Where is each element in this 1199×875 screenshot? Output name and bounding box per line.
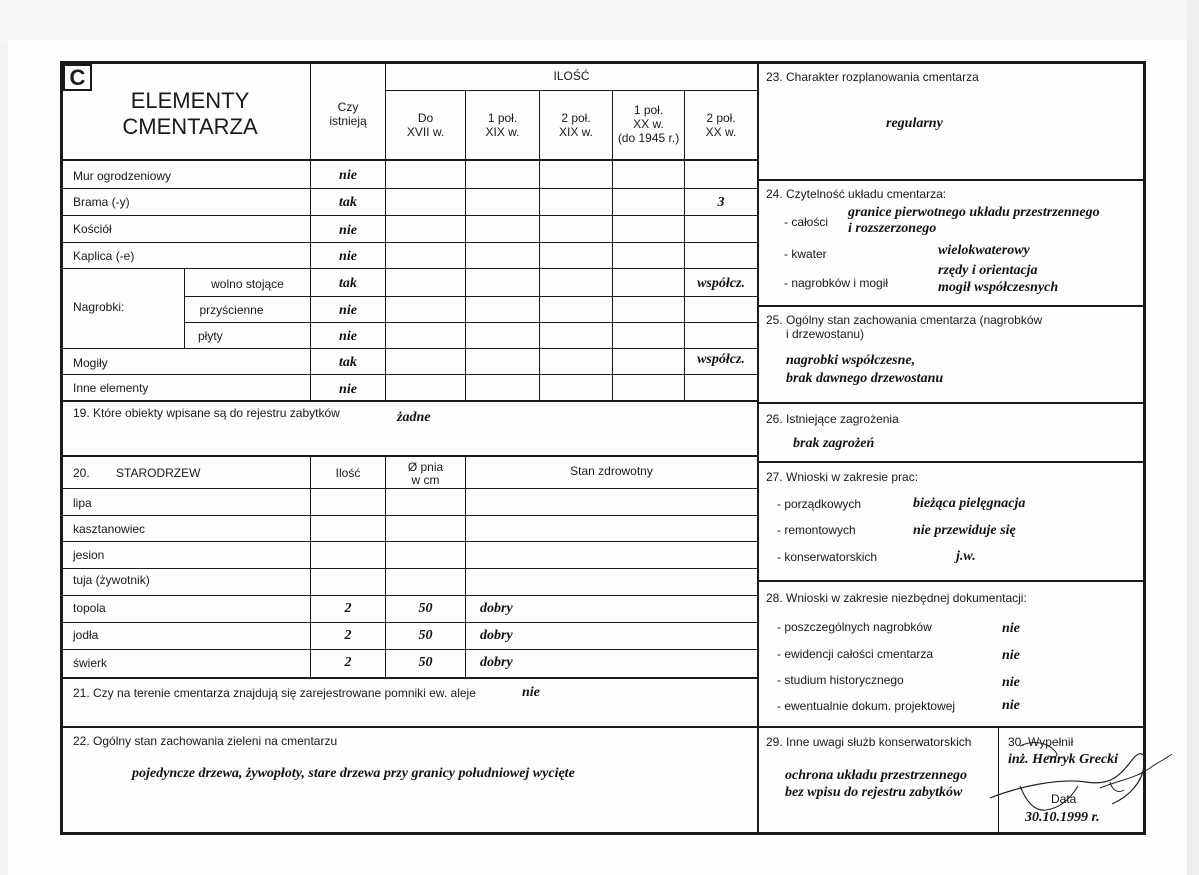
q24-item-label: - nagrobków i mogił [784, 276, 889, 290]
q24-item-answer: wielokwaterowy [938, 243, 1030, 258]
row-label-inne: Inne elementy [73, 381, 149, 395]
q19-answer: żadne [397, 410, 431, 425]
row-exists-przyscienne: nie [339, 303, 357, 318]
tree-name: lipa [73, 496, 92, 510]
q24-item-answer: rzędy i orientacja [938, 263, 1038, 278]
tree-diameter: 50 [418, 628, 433, 643]
trees-title: STARODRZEW [116, 466, 201, 480]
q28-item-label: - studium historycznego [777, 673, 904, 687]
period-4a: 1 poł. [633, 103, 664, 117]
row-value-wolno-stojace: współcz. [697, 276, 745, 291]
row-label-mur: Mur ogrodzeniowy [73, 169, 172, 183]
q25-answer-2: brak dawnego drzewostanu [786, 371, 944, 386]
row-label-nagrobki: Nagrobki: [73, 300, 125, 314]
row-exists-kaplica: nie [339, 249, 357, 264]
trees-col-pnia-1: Ø pnia [407, 460, 444, 474]
tree-count: 2 [344, 601, 352, 616]
period-4b: XX w. [633, 117, 664, 131]
tree-count: 2 [344, 628, 352, 643]
period-1a: Do [417, 111, 434, 125]
q29-label: 29. Inne uwagi służb konserwatorskich [766, 735, 972, 749]
q22-label: 22. Ogólny stan zachowania zieleni na cmentarzu [73, 734, 338, 748]
q21-label: 21. Czy na terenie cmentarza znajdują się zarejestrowane pomniki ew. aleje [73, 686, 476, 700]
q30-label: 30. Wypełnił [1008, 735, 1074, 749]
row-value-mogily: współcz. [697, 352, 745, 367]
row-label-kaplica: Kaplica (-e) [73, 249, 135, 263]
trees-col-stan: Stan zdrowotny [570, 464, 653, 478]
q27-item-answer: j.w. [956, 549, 976, 564]
q23-label: 23. Charakter rozplanowania cmentarza [766, 70, 979, 84]
q27-label: 27. Wnioski w zakresie prac: [766, 470, 919, 484]
tree-state: dobry [480, 601, 513, 616]
title-line-1: ELEMENTY [130, 88, 250, 113]
q24-item-label: - kwater [784, 247, 827, 261]
row-label-przyscienne: przyścienne [199, 303, 264, 317]
row-label-kosciol: Kościół [73, 222, 112, 236]
q25-answer-1: nagrobki współczesne, [786, 353, 916, 368]
trees-col-pnia-2: w cm [411, 473, 440, 487]
trees-number: 20. [73, 466, 90, 480]
scan-right-edge [1187, 0, 1199, 875]
q28-item-label: - ewidencji całości cmentarza [777, 647, 934, 661]
q28-item-answer: nie [1002, 698, 1020, 713]
q23-answer: regularny [886, 116, 943, 131]
period-5b: XX w. [705, 125, 737, 139]
row-value-brama: 3 [717, 195, 725, 210]
row-label-mogily: Mogiły [73, 356, 108, 370]
period-4c: (do 1945 r.) [617, 131, 680, 145]
q27-item-answer: bieżąca pielęgnacja [913, 496, 1026, 511]
period-3b: XIX w. [558, 125, 593, 139]
row-label-plyty: płyty [198, 329, 223, 343]
row-exists-mur: nie [339, 168, 357, 183]
q25-label-1: 25. Ogólny stan zachowania cmentarza (nagrobków [766, 313, 1043, 327]
q27-item-label: - konserwatorskich [777, 550, 878, 564]
q30-date: 30.10.1999 r. [1025, 810, 1100, 825]
header-ilosc: ILOŚĆ [553, 69, 590, 83]
q28-item-label: - poszczególnych nagrobków [777, 620, 932, 634]
header-exist-1: Czy [337, 100, 359, 114]
signature-mark [960, 738, 1186, 828]
tree-state: dobry [480, 655, 513, 670]
q28-label: 28. Wnioski w zakresie niezbędnej dokumentacji: [766, 591, 1027, 605]
row-label-wolno-stojace: wolno stojące [211, 277, 284, 291]
q24-label: 24. Czytelność układu cmentarza: [766, 187, 947, 201]
tree-name: tuja (żywotnik) [73, 573, 150, 587]
q28-item-answer: nie [1002, 621, 1020, 636]
row-exists-mogily: tak [339, 355, 357, 370]
q29-answer-1: ochrona układu przestrzennego [785, 768, 968, 783]
period-2b: XIX w. [485, 125, 520, 139]
q28-item-label: - ewentualnie dokum. projektowej [777, 699, 956, 713]
q24-item-answer: mogił współczesnych [938, 280, 1059, 295]
q24-item-answer: i rozszerzonego [848, 221, 937, 236]
row-exists-wolno-stojace: tak [339, 276, 357, 291]
q28-item-answer: nie [1002, 648, 1020, 663]
q27-item-answer: nie przewiduje się [913, 523, 1016, 538]
q26-answer: brak zagrożeń [793, 436, 875, 451]
header-exist-2: istnieją [329, 114, 367, 128]
period-3a: 2 poł. [561, 111, 591, 125]
section-letter-box: C [63, 64, 92, 91]
scan-top-margin [0, 0, 1199, 42]
tree-name: kasztanowiec [73, 522, 146, 536]
row-label-brama: Brama (-y) [73, 195, 130, 209]
q26-label: 26. Istniejące zagrożenia [766, 412, 899, 426]
row-exists-plyty: nie [339, 329, 357, 344]
title-line-2: CMENTARZA [122, 114, 258, 139]
row-exists-brama: tak [339, 195, 357, 210]
tree-diameter: 50 [418, 601, 433, 616]
q22-answer: pojedyncze drzewa, żywopłoty, stare drzewa przy granicy południowej wycięte [132, 766, 575, 781]
q27-item-label: - porządkowych [777, 497, 862, 511]
period-1b: XVII w. [406, 125, 445, 139]
q24-item-answer: granice pierwotnego układu przestrzennego [848, 205, 1100, 220]
tree-count: 2 [344, 655, 352, 670]
q25-label-2: i drzewostanu) [786, 327, 865, 341]
tree-name: jodła [73, 628, 99, 642]
q27-item-label: - remontowych [777, 523, 856, 537]
q30-name: inż. Henryk Grecki [1008, 752, 1119, 767]
q24-item-label: - całości [784, 215, 829, 229]
trees-col-ilosc: Ilość [335, 466, 361, 480]
tree-state: dobry [480, 628, 513, 643]
q29-answer-2: bez wpisu do rejestru zabytków [785, 785, 963, 800]
period-5a: 2 poł. [706, 111, 736, 125]
tree-name: świerk [73, 656, 108, 670]
q21-answer: nie [522, 685, 540, 700]
q30-date-label: Data [1051, 792, 1077, 806]
q28-item-answer: nie [1002, 675, 1020, 690]
row-exists-inne: nie [339, 382, 357, 397]
q19-label: 19. Które obiekty wpisane są do rejestru zabytków [73, 406, 340, 420]
row-exists-kosciol: nie [339, 223, 357, 238]
tree-diameter: 50 [418, 655, 433, 670]
tree-name: jesion [73, 548, 105, 562]
period-2a: 1 poł. [487, 111, 518, 125]
tree-name: topola [73, 601, 106, 615]
